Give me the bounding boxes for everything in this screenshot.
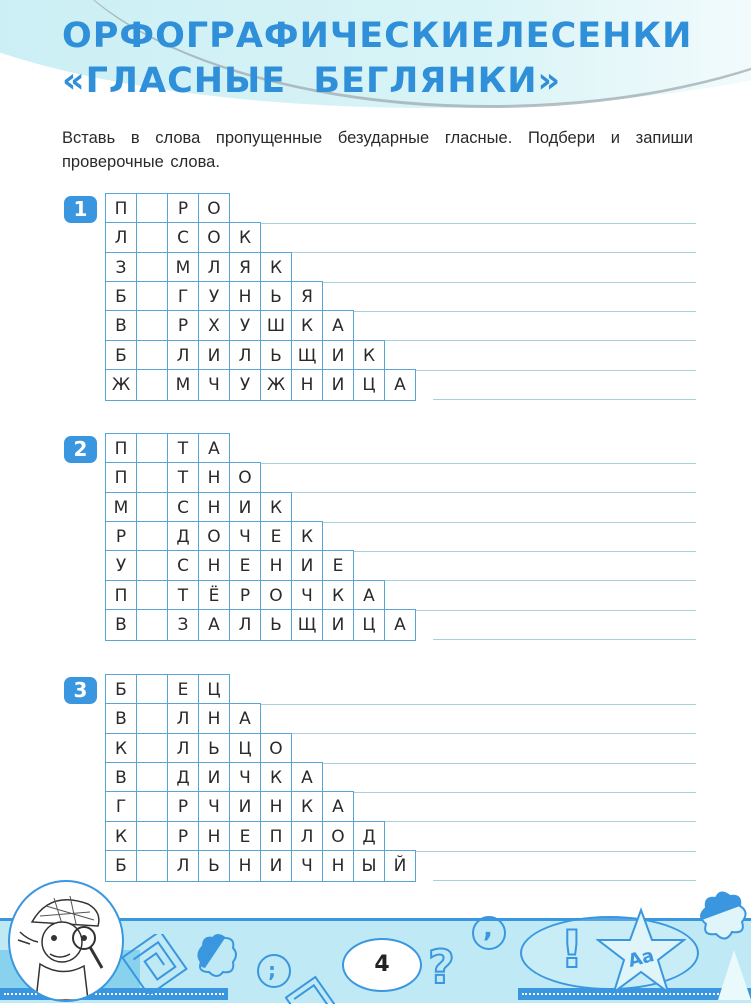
letter-cell: К — [353, 340, 385, 372]
missing-vowel-cell[interactable] — [136, 733, 168, 765]
question-mark-glyph: ? — [428, 940, 455, 994]
star-icon — [596, 906, 686, 998]
answer-line[interactable] — [402, 610, 696, 611]
letter-cell: А — [384, 609, 416, 641]
answer-line[interactable] — [402, 851, 696, 852]
letter-cell: И — [198, 762, 230, 794]
answer-line[interactable] — [278, 492, 696, 493]
letter-cell: О — [229, 462, 261, 494]
letter-cell: У — [229, 369, 261, 401]
missing-vowel-cell[interactable] — [136, 521, 168, 553]
letter-cell: Ж — [105, 369, 137, 401]
answer-line[interactable] — [402, 370, 696, 371]
letter-cell: Н — [198, 462, 230, 494]
letter-cell: Л — [198, 252, 230, 284]
letter-cell: Й — [384, 850, 416, 882]
letter-cell: Ч — [291, 850, 323, 882]
page-number: 4 — [342, 938, 422, 992]
letter-cell: Н — [229, 281, 261, 313]
letter-cell: Е — [229, 821, 261, 853]
answer-line[interactable] — [278, 733, 696, 734]
exercise-number-badge: 3 — [64, 677, 97, 704]
letter-cell: Л — [229, 340, 261, 372]
letter-cell: Р — [105, 521, 137, 553]
exclamation-glyph: ! — [560, 920, 584, 980]
letter-cell: Р — [229, 580, 261, 612]
answer-line[interactable] — [309, 763, 696, 764]
letter-cell: Ц — [353, 369, 385, 401]
letter-cell: Л — [167, 733, 199, 765]
letter-cell: О — [322, 821, 354, 853]
exercise-number-badge: 2 — [64, 436, 97, 463]
letter-cell: Щ — [291, 340, 323, 372]
letter-cell: Ц — [198, 674, 230, 706]
word-row — [105, 252, 292, 282]
letter-cell: В — [105, 609, 137, 641]
letter-cell: Н — [198, 492, 230, 524]
word-row — [105, 609, 416, 639]
title-word-2: ЛЕСЕНКИ — [495, 16, 693, 56]
exercise-number-badge: 1 — [64, 196, 97, 223]
letter-cell: Н — [198, 703, 230, 735]
letter-cell: Ё — [198, 580, 230, 612]
answer-line[interactable] — [247, 704, 696, 705]
letter-cell: Я — [291, 281, 323, 313]
missing-vowel-cell[interactable] — [136, 222, 168, 254]
word-row — [105, 462, 261, 492]
word-row — [105, 369, 416, 399]
word-row — [105, 340, 385, 370]
letter-cell: С — [167, 550, 199, 582]
letter-cell: Т — [167, 433, 199, 465]
letter-cell: Л — [291, 821, 323, 853]
word-row — [105, 733, 292, 763]
letter-cell: Р — [167, 310, 199, 342]
missing-vowel-cell[interactable] — [136, 310, 168, 342]
letter-cell: Д — [353, 821, 385, 853]
letter-cell: А — [198, 609, 230, 641]
letter-cell: Е — [229, 550, 261, 582]
letter-cell: Ь — [260, 281, 292, 313]
letter-cell: К — [105, 821, 137, 853]
letter-cell: Р — [167, 193, 199, 225]
letter-cell: Н — [291, 369, 323, 401]
letter-cell: Х — [198, 310, 230, 342]
letter-cell: К — [291, 521, 323, 553]
answer-line[interactable] — [433, 399, 696, 400]
missing-vowel-cell[interactable] — [136, 762, 168, 794]
letter-cell: Ч — [198, 369, 230, 401]
missing-vowel-cell[interactable] — [136, 821, 168, 853]
letter-cell: М — [105, 492, 137, 524]
letter-cell: Е — [260, 521, 292, 553]
letter-cell: А — [229, 703, 261, 735]
letter-cell: К — [260, 762, 292, 794]
letter-cell: Н — [198, 550, 230, 582]
missing-vowel-cell[interactable] — [136, 609, 168, 641]
letter-cell: Г — [105, 791, 137, 823]
page-title — [62, 14, 692, 104]
word-row — [105, 433, 230, 463]
detective-icon — [10, 882, 122, 1000]
letter-cell: О — [198, 193, 230, 225]
answer-line[interactable] — [247, 223, 696, 224]
letter-cell: О — [260, 580, 292, 612]
letter-cell: Ш — [260, 310, 292, 342]
letter-cell: Ь — [198, 733, 230, 765]
letter-cell: П — [105, 193, 137, 225]
missing-vowel-cell[interactable] — [136, 462, 168, 494]
puzzle-piece-icon — [195, 932, 240, 982]
letter-cell: Ь — [260, 340, 292, 372]
letter-cell: А — [322, 791, 354, 823]
letter-cell: Ч — [291, 580, 323, 612]
letter-cell: Ч — [229, 521, 261, 553]
letter-cell: П — [260, 821, 292, 853]
letter-cell: Е — [322, 550, 354, 582]
answer-line[interactable] — [371, 580, 696, 581]
star-label: Aa — [625, 944, 657, 972]
letter-cell: Ц — [229, 733, 261, 765]
letter-cell: Д — [167, 762, 199, 794]
answer-line[interactable] — [371, 821, 696, 822]
answer-line[interactable] — [433, 639, 696, 640]
letter-cell: С — [167, 222, 199, 254]
letter-cell: О — [260, 733, 292, 765]
letter-cell: А — [384, 369, 416, 401]
letter-cell: Л — [167, 340, 199, 372]
letter-cell: Я — [229, 252, 261, 284]
missing-vowel-cell[interactable] — [136, 703, 168, 735]
letter-cell: З — [105, 252, 137, 284]
answer-line[interactable] — [309, 522, 696, 523]
letter-cell: Ж — [260, 369, 292, 401]
letter-cell: К — [260, 492, 292, 524]
letter-cell: П — [105, 462, 137, 494]
letter-cell: П — [105, 580, 137, 612]
letter-cell: К — [229, 222, 261, 254]
letter-cell: И — [198, 340, 230, 372]
letter-cell: О — [198, 222, 230, 254]
word-row — [105, 674, 230, 704]
missing-vowel-cell[interactable] — [136, 492, 168, 524]
title-line-2: «ГЛАСНЫЕ БЕГЛЯНКИ» — [62, 61, 562, 101]
answer-line[interactable] — [433, 880, 696, 881]
puzzle-piece-icon-2 — [696, 888, 751, 958]
answer-line[interactable] — [340, 551, 696, 552]
letter-cell: К — [260, 252, 292, 284]
letter-cell: О — [198, 521, 230, 553]
detective-mascot-illustration — [8, 880, 124, 1002]
letter-cell: Н — [229, 850, 261, 882]
letter-cell: Н — [322, 850, 354, 882]
word-row — [105, 580, 385, 610]
letter-cell: Щ — [291, 609, 323, 641]
word-row — [105, 762, 323, 792]
letter-cell: Л — [229, 609, 261, 641]
answer-line[interactable] — [340, 311, 696, 312]
letter-cell: Н — [260, 550, 292, 582]
letter-cell: Ц — [353, 609, 385, 641]
letter-cell: Ь — [260, 609, 292, 641]
comma-circle — [472, 916, 506, 950]
letter-cell: З — [167, 609, 199, 641]
letter-cell: Л — [167, 703, 199, 735]
letter-cell: Т — [167, 580, 199, 612]
word-row — [105, 550, 354, 580]
letter-cell: К — [105, 733, 137, 765]
letter-cell: У — [198, 281, 230, 313]
letter-cell: У — [105, 550, 137, 582]
letter-cell: К — [291, 310, 323, 342]
title-line-1 — [62, 14, 692, 59]
letter-cell: Ч — [198, 791, 230, 823]
letter-cell: Б — [105, 340, 137, 372]
missing-vowel-cell[interactable] — [136, 550, 168, 582]
letter-cell: А — [291, 762, 323, 794]
letter-cell: В — [105, 762, 137, 794]
triangle-icon — [718, 950, 751, 1000]
letter-cell: Р — [167, 821, 199, 853]
word-row — [105, 492, 292, 522]
missing-vowel-cell[interactable] — [136, 791, 168, 823]
missing-vowel-cell[interactable] — [136, 369, 168, 401]
title-word-1: ОРФОГРАФИЧЕСКИЕ — [62, 16, 496, 56]
letter-cell: Ч — [229, 762, 261, 794]
maze-square-icon — [120, 934, 190, 994]
letter-cell: И — [291, 550, 323, 582]
letter-cell: Л — [167, 850, 199, 882]
letter-cell: Н — [260, 791, 292, 823]
letter-cell: Е — [167, 674, 199, 706]
word-row — [105, 521, 323, 551]
word-row — [105, 703, 261, 733]
missing-vowel-cell[interactable] — [136, 850, 168, 882]
letter-cell: А — [198, 433, 230, 465]
missing-vowel-cell[interactable] — [136, 433, 168, 465]
instructions-text: Вставь в слова пропущенные безударные гласные. Подбери и запиши проверочные слова. — [62, 129, 693, 171]
letter-cell: И — [229, 492, 261, 524]
letter-cell: И — [229, 791, 261, 823]
letter-cell: Н — [198, 821, 230, 853]
letter-cell: Б — [105, 850, 137, 882]
letter-cell: Т — [167, 462, 199, 494]
letter-cell: М — [167, 369, 199, 401]
missing-vowel-cell[interactable] — [136, 340, 168, 372]
letter-cell: Ь — [198, 850, 230, 882]
letter-cell: А — [353, 580, 385, 612]
word-row — [105, 850, 416, 880]
letter-cell: И — [322, 340, 354, 372]
letter-cell: Л — [105, 222, 137, 254]
letter-cell: В — [105, 703, 137, 735]
letter-cell: Р — [167, 791, 199, 823]
letter-cell: М — [167, 252, 199, 284]
missing-vowel-cell[interactable] — [136, 252, 168, 284]
letter-cell: П — [105, 433, 137, 465]
letter-cell: И — [260, 850, 292, 882]
answer-line[interactable] — [247, 463, 696, 464]
semicolon-glyph: ; — [268, 958, 276, 982]
letter-cell: Д — [167, 521, 199, 553]
word-row — [105, 222, 261, 252]
letter-cell: С — [167, 492, 199, 524]
comma-glyph: , — [483, 914, 493, 944]
missing-vowel-cell[interactable] — [136, 281, 168, 313]
letter-cell: У — [229, 310, 261, 342]
letter-cell: В — [105, 310, 137, 342]
letter-cell: Б — [105, 674, 137, 706]
word-row — [105, 791, 354, 821]
answer-line[interactable] — [309, 282, 696, 283]
letter-cell: А — [322, 310, 354, 342]
letter-cell: И — [322, 369, 354, 401]
word-row — [105, 193, 230, 223]
letter-cell: К — [322, 580, 354, 612]
word-row — [105, 821, 385, 851]
footer-decoration — [0, 910, 751, 1000]
word-row — [105, 310, 354, 340]
answer-line[interactable] — [371, 340, 696, 341]
letter-cell: Ы — [353, 850, 385, 882]
missing-vowel-cell[interactable] — [136, 580, 168, 612]
letter-cell: Б — [105, 281, 137, 313]
answer-line[interactable] — [278, 252, 696, 253]
letter-cell: К — [291, 791, 323, 823]
missing-vowel-cell[interactable] — [136, 674, 168, 706]
word-row — [105, 281, 323, 311]
letter-cell: И — [322, 609, 354, 641]
missing-vowel-cell[interactable] — [136, 193, 168, 225]
answer-line[interactable] — [340, 792, 696, 793]
letter-cell: Г — [167, 281, 199, 313]
